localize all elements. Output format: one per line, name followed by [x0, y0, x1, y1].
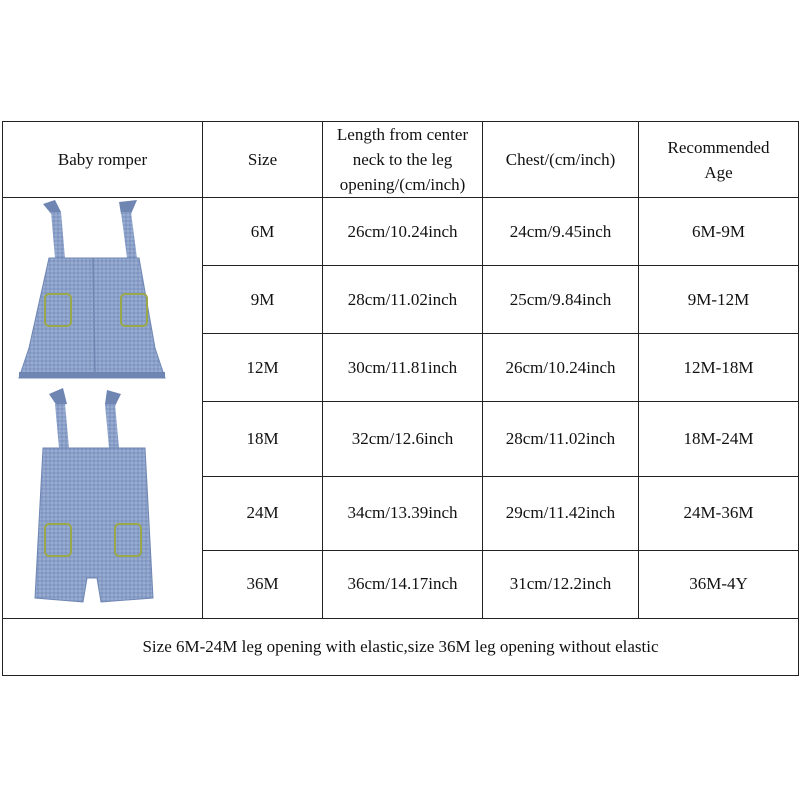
cell-size: 24M [203, 476, 323, 550]
cell-size: 12M [203, 334, 323, 402]
cell-age: 24M-36M [639, 476, 799, 550]
cell-age: 18M-24M [639, 402, 799, 476]
cell-chest: 24cm/9.45inch [483, 198, 639, 266]
header-age-line1: Recommended [667, 137, 770, 157]
table-row [3, 198, 799, 266]
header-row [3, 122, 799, 198]
product-image [3, 198, 203, 619]
cell-size: 18M [203, 402, 323, 476]
elastic-note: Size 6M-24M leg opening with elastic,size 36M leg opening without elastic [3, 619, 799, 676]
cell-age: 9M-12M [639, 266, 799, 334]
cell-age: 36M-4Y [639, 550, 799, 618]
note-row [3, 619, 799, 676]
cell-chest: 25cm/9.84inch [483, 266, 639, 334]
header-chest: Chest/(cm/inch) [483, 122, 639, 198]
cell-size: 6M [203, 198, 323, 266]
cell-chest: 31cm/12.2inch [483, 550, 639, 618]
cell-age: 6M-9M [639, 198, 799, 266]
cell-length: 32cm/12.6inch [323, 402, 483, 476]
cell-chest: 26cm/10.24inch [483, 334, 639, 402]
header-size: Size [203, 122, 323, 198]
romper-illustration [3, 198, 201, 618]
cell-length: 28cm/11.02inch [323, 266, 483, 334]
cell-size: 36M [203, 550, 323, 618]
cell-length: 30cm/11.81inch [323, 334, 483, 402]
header-age-line2: Age [704, 162, 733, 182]
cell-chest: 29cm/11.42inch [483, 476, 639, 550]
cell-length: 26cm/10.24inch [323, 198, 483, 266]
romper-back-image [35, 388, 153, 602]
header-length-line2: neck to the leg [352, 150, 453, 169]
header-length-line1: Length from center [336, 125, 469, 144]
header-length [323, 122, 483, 198]
size-table [2, 121, 799, 676]
cell-chest: 28cm/11.02inch [483, 402, 639, 476]
cell-length: 34cm/13.39inch [323, 476, 483, 550]
header-age [639, 122, 799, 198]
romper-front-image [19, 200, 165, 378]
header-product: Baby romper [3, 122, 203, 198]
header-length-line3: opening/(cm/inch) [339, 175, 466, 194]
cell-size: 9M [203, 266, 323, 334]
size-chart [2, 121, 798, 677]
cell-length: 36cm/14.17inch [323, 550, 483, 618]
cell-age: 12M-18M [639, 334, 799, 402]
